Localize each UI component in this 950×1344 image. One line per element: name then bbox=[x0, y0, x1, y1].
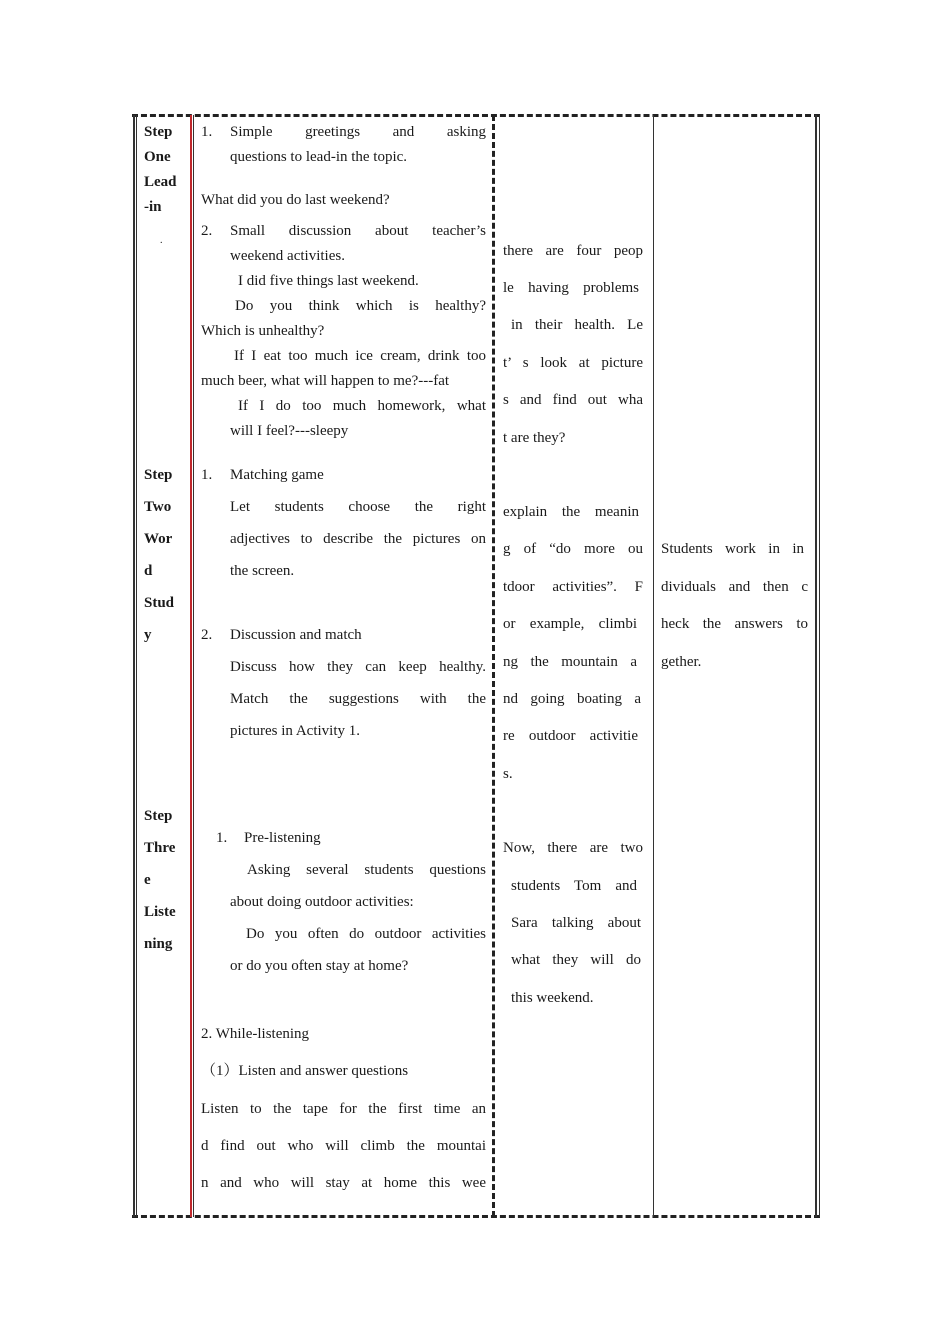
text-line: What did you do last weekend? bbox=[201, 192, 390, 208]
text-line: the screen. bbox=[230, 563, 295, 579]
text-line: Students work in in bbox=[661, 541, 804, 557]
step-label-line: ning bbox=[144, 936, 173, 952]
text-line: re outdoor activitie bbox=[503, 728, 638, 744]
column-divider-3 bbox=[653, 115, 654, 1217]
step-label-line: Thre bbox=[144, 840, 176, 856]
column-divider-2 bbox=[492, 115, 495, 1217]
step-label-line: Two bbox=[144, 499, 172, 515]
table-right-border bbox=[815, 115, 817, 1217]
step-label-line: e bbox=[144, 872, 151, 888]
text-line: adjectives to describe the pictures on bbox=[230, 531, 486, 547]
text-line: tdoor activities”. F bbox=[503, 579, 643, 595]
text-line: dividuals and then c bbox=[661, 579, 808, 595]
step-label-line: Step bbox=[144, 808, 173, 824]
list-number: 1. bbox=[201, 467, 213, 483]
list-number: 1. bbox=[201, 124, 213, 140]
text-line: Match the suggestions with the bbox=[230, 691, 486, 707]
text-line: n and who will stay at home this wee bbox=[201, 1175, 486, 1191]
table-top-border bbox=[132, 114, 820, 117]
text-line: questions to lead-in the topic. bbox=[230, 149, 408, 165]
table-left-border-inner bbox=[136, 115, 137, 1217]
text-line: there are four peop bbox=[503, 243, 643, 259]
text-line: s. bbox=[503, 766, 513, 782]
text-line: t’ s look at picture bbox=[503, 355, 643, 371]
step-label-line: One bbox=[144, 149, 171, 165]
text-line: Matching game bbox=[230, 467, 324, 483]
text-line: t are they? bbox=[503, 430, 566, 446]
text-line: Let students choose the right bbox=[230, 499, 486, 515]
list-number: 2. bbox=[201, 223, 213, 239]
text-line: will I feel?---sleepy bbox=[230, 423, 349, 439]
step-label-line: y bbox=[144, 627, 152, 643]
text-line: g of “do more ou bbox=[503, 541, 643, 557]
table-left-border bbox=[133, 115, 135, 1217]
text-line: Pre-listening bbox=[244, 830, 321, 846]
text-line: ng the mountain a bbox=[503, 654, 637, 670]
text-line: If I do too much homework, what bbox=[238, 398, 486, 414]
list-number: 2. bbox=[201, 627, 213, 643]
step-label-line: -in bbox=[144, 199, 162, 215]
step-label-line: d bbox=[144, 563, 153, 579]
text-line: weekend activities. bbox=[230, 248, 345, 264]
list-number: 1. bbox=[216, 830, 228, 846]
text-line: Which is unhealthy? bbox=[201, 323, 325, 339]
text-line: Discussion and match bbox=[230, 627, 362, 643]
text-line: Now, there are two bbox=[503, 840, 643, 856]
text-line: If I eat too much ice cream, drink too bbox=[234, 348, 486, 364]
step-label-dot: . bbox=[160, 235, 163, 246]
text-line: Asking several students questions bbox=[247, 862, 486, 878]
text-line: Small discussion about teacher’s bbox=[230, 223, 486, 239]
text-line: or example, climbi bbox=[503, 616, 637, 632]
text-line: what they will do bbox=[511, 952, 641, 968]
text-line: d find out who will climb the mountai bbox=[201, 1138, 486, 1154]
text-line: le having problems bbox=[503, 280, 639, 296]
text-line: heck the answers to bbox=[661, 616, 808, 632]
text-line: nd going boating a bbox=[503, 691, 641, 707]
text-line: explain the meanin bbox=[503, 504, 639, 520]
step-label-line: Step bbox=[144, 124, 173, 140]
table-right-border-outer bbox=[819, 115, 820, 1217]
text-line: about doing outdoor activities: bbox=[230, 894, 414, 910]
step-label-line: Liste bbox=[144, 904, 176, 920]
text-line: Sara talking about bbox=[511, 915, 641, 931]
text-line: Do you often do outdoor activities bbox=[246, 926, 486, 942]
text-line: students Tom and bbox=[511, 878, 637, 894]
text-line: I did five things last weekend. bbox=[238, 273, 419, 289]
text-line: Simple greetings and asking bbox=[230, 124, 486, 140]
text-line: much beer, what will happen to me?---fat bbox=[201, 373, 450, 389]
text-line: this weekend. bbox=[511, 990, 594, 1006]
text-line: s and find out wha bbox=[503, 392, 643, 408]
step-label-line: Step bbox=[144, 467, 173, 483]
column-divider-red bbox=[190, 115, 192, 1217]
step-label-line: Lead bbox=[144, 174, 177, 190]
text-line: Listen to the tape for the first time an bbox=[201, 1101, 486, 1117]
text-line: Discuss how they can keep healthy. bbox=[230, 659, 486, 675]
text-line: or do you often stay at home? bbox=[230, 958, 409, 974]
text-line: （1）Listen and answer questions bbox=[201, 1063, 409, 1079]
text-line: Do you think which is healthy? bbox=[235, 298, 486, 314]
text-line: pictures in Activity 1. bbox=[230, 723, 360, 739]
text-line: gether. bbox=[661, 654, 702, 670]
step-label-line: Wor bbox=[144, 531, 173, 547]
table-bottom-border bbox=[132, 1215, 820, 1218]
step-label-line: Stud bbox=[144, 595, 175, 611]
text-line: in their health. Le bbox=[511, 317, 643, 333]
column-divider-1 bbox=[193, 115, 194, 1217]
text-line: 2. While-listening bbox=[201, 1026, 310, 1042]
